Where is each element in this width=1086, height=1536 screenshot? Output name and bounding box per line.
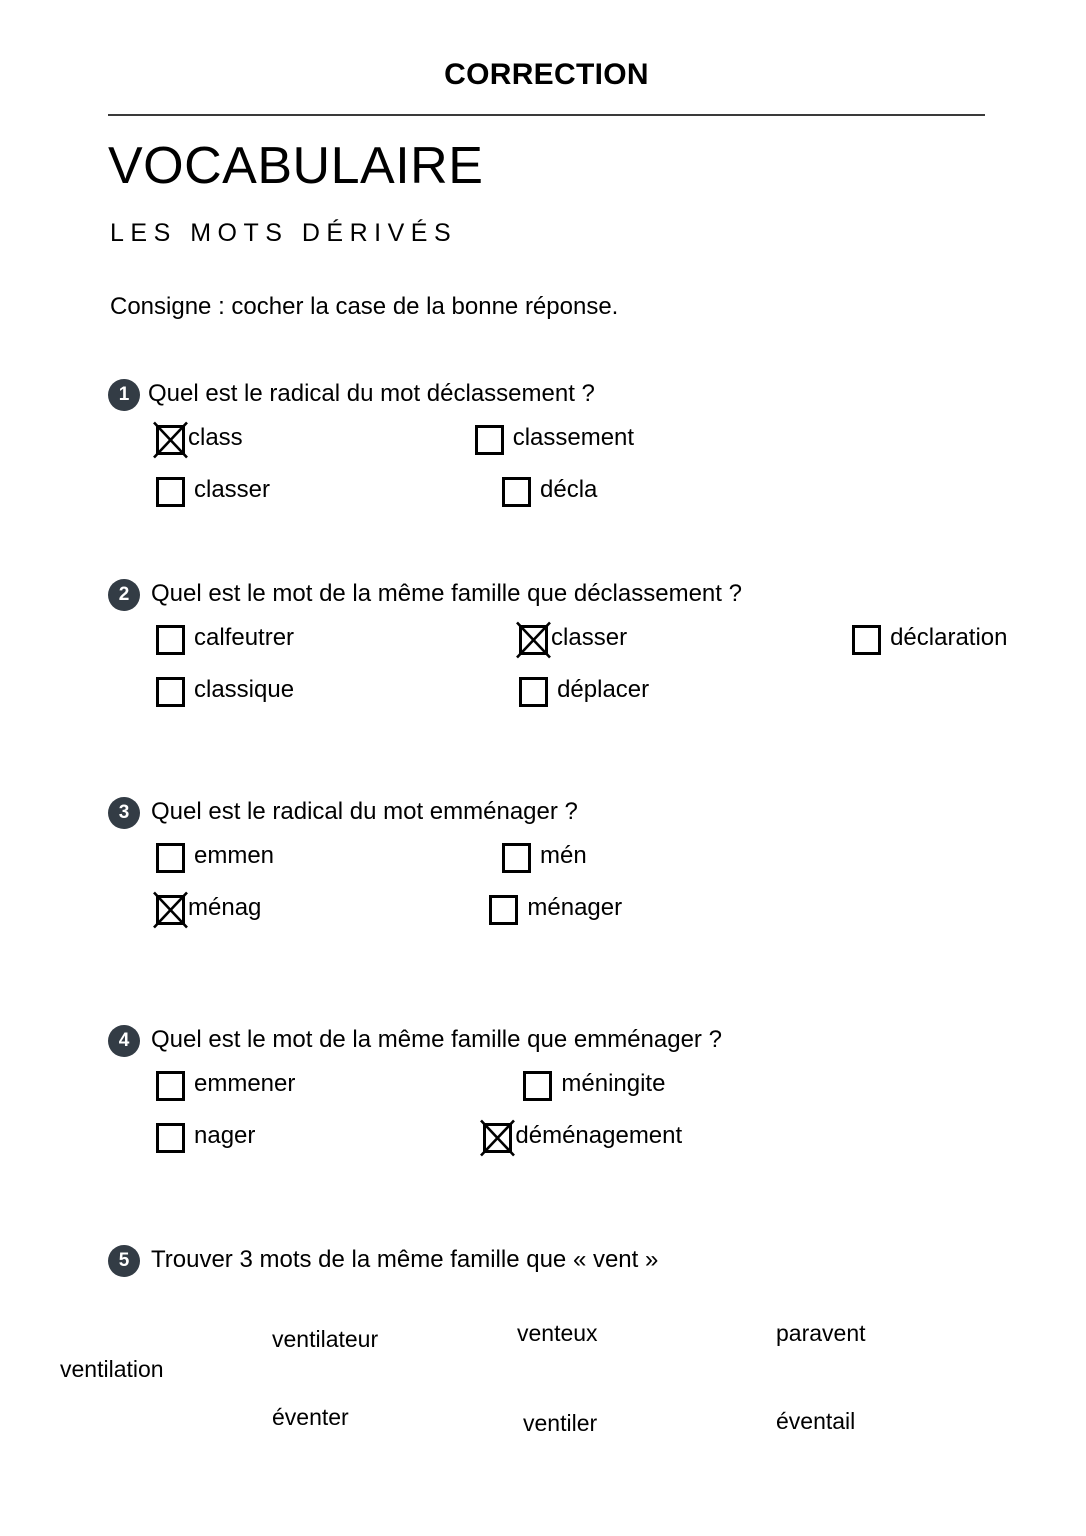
options-group [156,1069,722,1153]
answer-word: venteux [517,1320,598,1346]
instruction-text: Consigne : cocher la case de la bonne réponse. [110,293,619,320]
checkbox-empty[interactable] [502,843,531,873]
question-header [108,378,634,411]
answer-option[interactable] [156,1069,295,1101]
checkbox-square [519,677,548,707]
answer-word: éventer [272,1404,349,1430]
answer-option[interactable] [156,893,261,925]
answer-option-label: emmen [194,842,275,869]
answer-option-label: déplacer [557,676,650,703]
answer-option-label: classement [512,424,635,451]
answer-option[interactable] [483,1121,682,1153]
answer-option[interactable] [156,1121,255,1153]
answer-option[interactable] [156,623,294,655]
checkbox-empty[interactable] [502,477,531,507]
answer-option-label: déclaration [890,624,1008,651]
answer-option[interactable] [519,675,649,707]
answer-option[interactable] [156,475,270,507]
answer-option-label: déménagement [515,1122,683,1149]
answer-option-label: ménager [527,894,623,921]
checkbox-square [156,625,185,655]
answer-option-label: calfeutrer [194,624,295,651]
checkbox-checked[interactable] [483,1123,512,1153]
answer-option-label: class [188,424,243,451]
correction-header: CORRECTION [444,58,649,91]
checkbox-square [502,477,531,507]
answer-option-label: nager [194,1122,256,1149]
question-header [108,1024,722,1057]
checkbox-checked[interactable] [519,625,548,655]
question-text: Quel est le mot de la même famille que déclassement ? [151,580,742,607]
answer-word: ventilation [60,1356,164,1382]
checkbox-square [523,1071,552,1101]
checkbox-square [156,895,185,925]
question-text: Quel est le radical du mot déclassement ? [148,380,595,407]
checkbox-empty[interactable] [156,1071,185,1101]
question-4 [108,1024,722,1173]
answer-option[interactable] [852,623,1007,655]
answer-option-label: décla [540,476,598,503]
question-5 [108,1244,658,1277]
checkbox-empty[interactable] [156,477,185,507]
checkbox-square [156,1123,185,1153]
question-text: Trouver 3 mots de la même famille que « vent » [151,1246,659,1273]
answer-word: éventail [776,1408,856,1434]
question-2 [108,578,1008,727]
options-row [156,893,622,925]
question-3 [108,796,622,945]
options-group [156,623,1008,707]
question-number-badge: 5 [108,1245,140,1277]
checkbox-square [852,625,881,655]
checkbox-square [156,677,185,707]
answer-option-label: méningite [561,1070,666,1097]
options-group [156,841,622,925]
page-subtitle: LES MOTS DÉRIVÉS [110,219,458,247]
answer-option-label: emmener [194,1070,296,1097]
answer-option[interactable] [502,841,587,873]
header-divider [108,114,985,116]
options-row [156,1121,722,1153]
answer-word: ventilateur [272,1326,379,1352]
answer-option[interactable] [523,1069,665,1101]
question-1 [108,378,634,527]
answer-option[interactable] [489,893,622,925]
checkbox-empty[interactable] [489,895,518,925]
answer-option[interactable] [156,423,243,455]
options-group [156,423,634,507]
checkbox-square [156,843,185,873]
answer-option-label: mén [540,842,587,869]
answer-option[interactable] [156,841,274,873]
question-number-badge: 3 [108,797,140,829]
answer-word: paravent [776,1320,866,1346]
checkbox-square [156,425,185,455]
checkbox-square [519,625,548,655]
options-row [156,841,622,873]
checkbox-checked[interactable] [156,895,185,925]
checkbox-square [489,895,518,925]
checkbox-empty[interactable] [156,625,185,655]
question-text: Quel est le mot de la même famille que emménager ? [151,1026,722,1053]
answer-option[interactable] [475,423,634,455]
question-number-badge: 2 [108,579,140,611]
options-row [156,623,1008,655]
checkbox-empty[interactable] [852,625,881,655]
checkbox-empty[interactable] [523,1071,552,1101]
answer-option-label: classique [194,676,295,703]
answer-option-label: classer [551,624,628,651]
page-title: VOCABULAIRE [108,137,484,195]
checkbox-empty[interactable] [156,843,185,873]
question-number-badge: 4 [108,1025,140,1057]
answer-option[interactable] [156,675,294,707]
question-header [108,1244,658,1277]
options-row [156,423,634,455]
answer-word: ventiler [523,1410,598,1436]
checkbox-square [502,843,531,873]
checkbox-square [156,477,185,507]
checkbox-square [156,1071,185,1101]
checkbox-square [483,1123,512,1153]
question-header [108,796,622,829]
question-number-badge: 1 [108,379,140,411]
options-row [156,1069,722,1101]
answer-option[interactable] [502,475,597,507]
question-text: Quel est le radical du mot emménager ? [151,798,578,825]
checkbox-empty[interactable] [156,677,185,707]
checkbox-empty[interactable] [519,677,548,707]
checkbox-empty[interactable] [475,425,504,455]
options-row [156,675,1008,707]
checkbox-checked[interactable] [156,425,185,455]
answer-option[interactable] [519,623,627,655]
options-row [156,475,634,507]
answer-option-label: ménag [188,894,262,921]
question-header [108,578,1008,611]
checkbox-empty[interactable] [156,1123,185,1153]
answer-option-label: classer [194,476,271,503]
checkbox-square [475,425,504,455]
